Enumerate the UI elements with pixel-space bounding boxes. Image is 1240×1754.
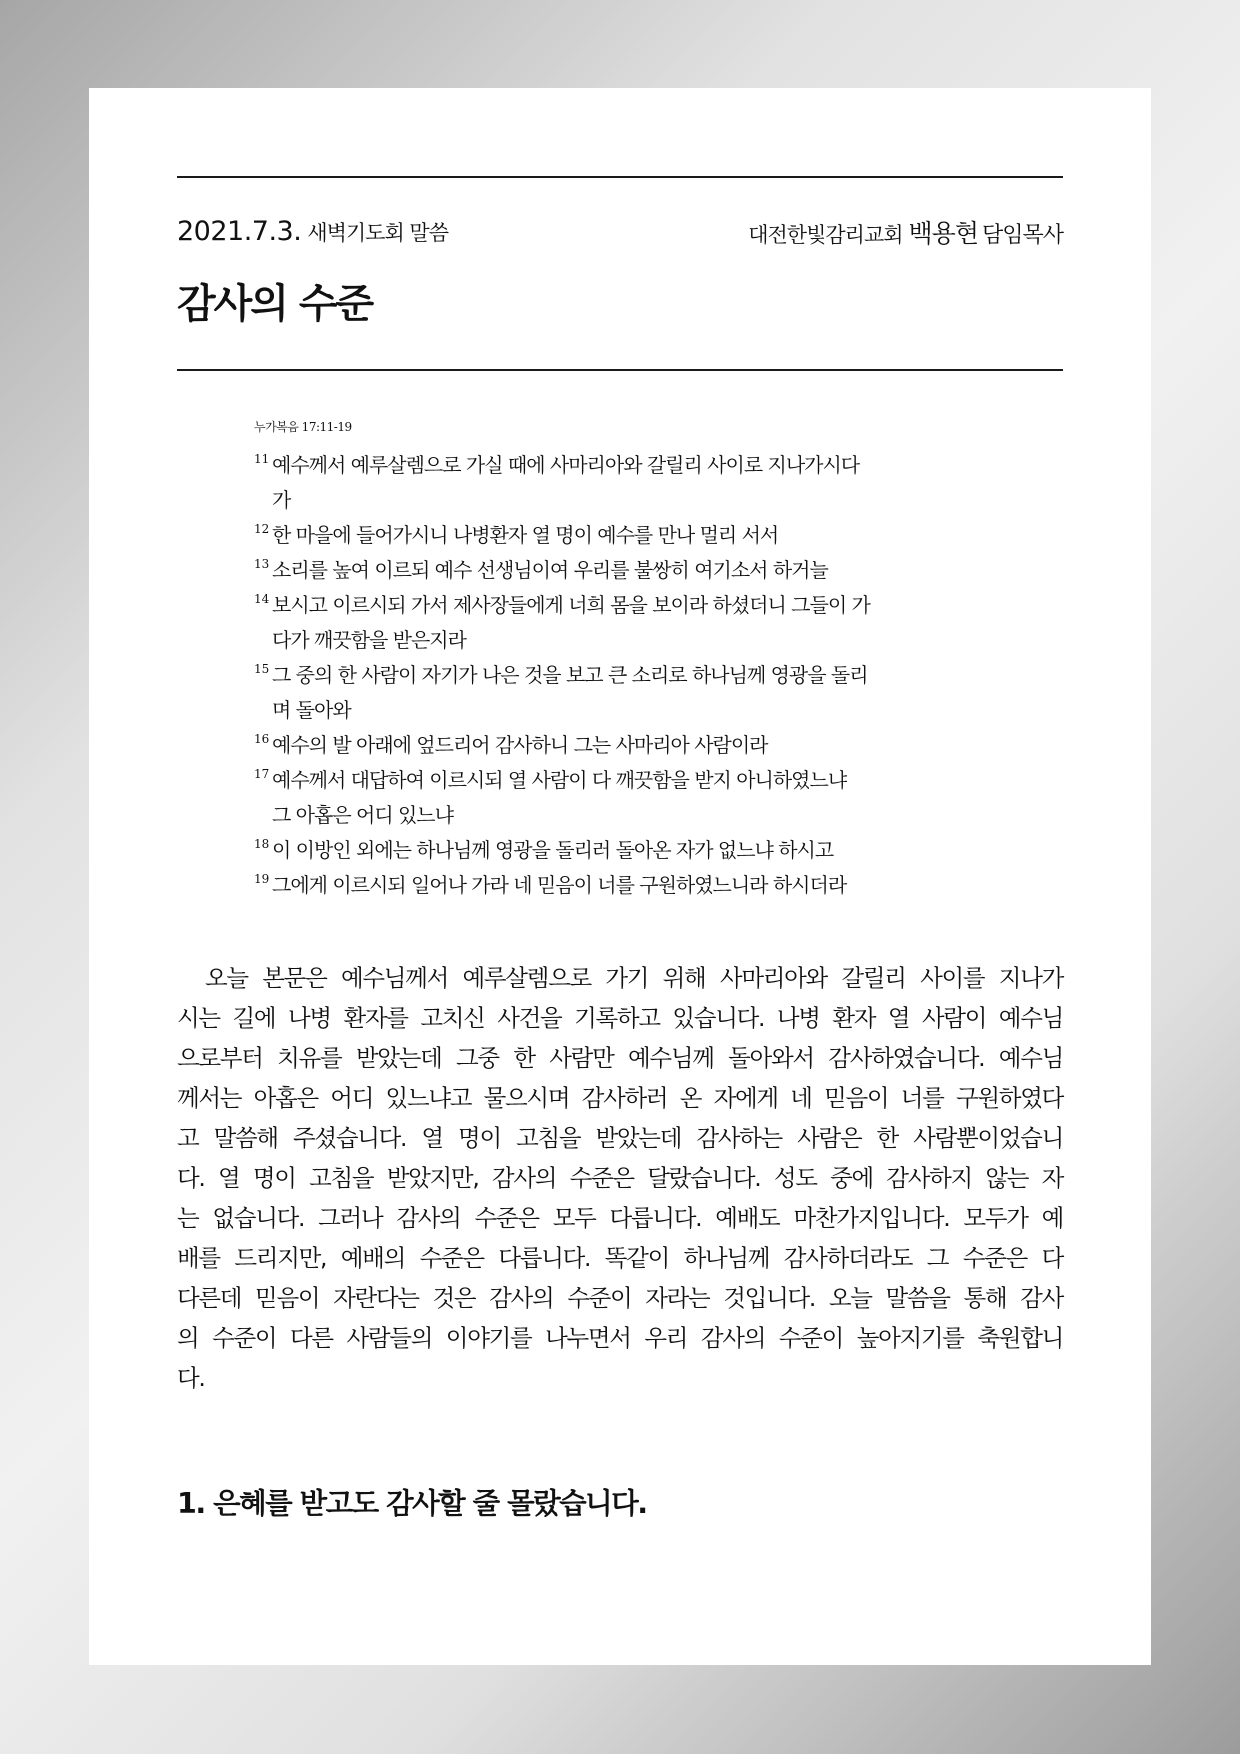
paragraph-line: 으로부터 치유를 받았는데 그중 한 사람만 예수님께 돌아와서 감사하였습니다. 예수님 (177, 1044, 1063, 1072)
paragraph-line: 는 없습니다. 그러나 감사의 수준은 모두 다릅니다. 예배도 마찬가지입니다. 모두가 예 (177, 1204, 1063, 1232)
paragraph-line: 의 수준이 다른 사람들의 이야기를 나누면서 우리 감사의 수준이 높아지기를 축원합니 (177, 1324, 1063, 1352)
verse-line: 며 돌아와 (272, 698, 351, 722)
scripture-verses (254, 448, 1084, 903)
verse-item (254, 658, 1084, 728)
paragraph-line: 시는 길에 나병 환자를 고치신 사건을 기록하고 있습니다. 나병 환자 열 사람이 예수님 (177, 1004, 1063, 1032)
verse-item (254, 588, 1084, 658)
verse-number: 17 (254, 767, 270, 781)
verse-item (254, 868, 1084, 903)
paragraph-line: 께서는 아홉은 어디 있느냐고 물으시며 감사하러 온 자에게 네 믿음이 너를 구원하였다 (177, 1084, 1063, 1112)
paragraph-line: 다. (177, 1364, 205, 1392)
title-rule (177, 369, 1063, 371)
verse-number: 19 (254, 872, 270, 886)
verse-number: 14 (254, 592, 270, 606)
scripture-reference: 누가복음 17:11-19 (254, 420, 352, 434)
verse-item (254, 763, 1084, 833)
preacher-line (748, 221, 1063, 247)
verse-item (254, 728, 1084, 763)
verse-number: 15 (254, 662, 270, 676)
verse-line: 예수께서 예루살렘으로 가실 때에 사마리아와 갈릴리 사이로 지나가시다 (272, 453, 860, 477)
verse-number: 16 (254, 732, 270, 746)
verse-line: 그 중의 한 사람이 자기가 나은 것을 보고 큰 소리로 하나님께 영광을 돌리 (272, 663, 868, 687)
paragraph-line: 오늘 본문은 예수님께서 예루살렘으로 가기 위해 사마리아와 갈릴리 사이를 지나가 (205, 964, 1063, 992)
section-heading: 1. 은혜를 받고도 감사할 줄 몰랐습니다. (177, 1487, 647, 1520)
document-page (89, 88, 1151, 1665)
sermon-title: 감사의 수준 (177, 281, 373, 327)
verse-line: 이 이방인 외에는 하나님께 영광을 돌리러 돌아온 자가 없느냐 하시고 (272, 838, 834, 862)
paragraph-line: 배를 드리지만, 예배의 수준은 다릅니다. 똑같이 하나님께 감사하더라도 그 수준은 다 (177, 1244, 1063, 1272)
verse-item (254, 518, 1084, 553)
verse-number: 18 (254, 837, 270, 851)
service-name: 새벽기도회 말씀 (307, 221, 449, 245)
verse-line: 예수께서 대답하여 이르시되 열 사람이 다 깨끗함을 받지 아니하였느냐 (272, 768, 847, 792)
top-rule (177, 176, 1063, 178)
verse-number: 13 (254, 557, 270, 571)
church-name: 대전한빛감리교회 (748, 223, 903, 247)
pastor-title: 담임목사 (981, 223, 1063, 248)
paragraph-line: 다른데 믿음이 자란다는 것은 감사의 수준이 자라는 것입니다. 오늘 말씀을 통해 감사 (177, 1284, 1063, 1312)
paragraph-line: 다. 열 명이 고침을 받았지만, 감사의 수준은 달랐습니다. 성도 중에 감사하지 않는 자 (177, 1164, 1063, 1192)
verse-line: 그 아홉은 어디 있느냐 (272, 803, 453, 827)
verse-line: 소리를 높여 이르되 예수 선생님이여 우리를 불쌍히 여기소서 하거늘 (272, 558, 828, 582)
verse-line: 한 마을에 들어가시니 나병환자 열 명이 예수를 만나 멀리 서서 (272, 523, 779, 547)
verse-line: 그에게 이르시되 일어나 가라 네 믿음이 너를 구원하였느니라 하시더라 (272, 873, 847, 897)
verse-line: 예수의 발 아래에 엎드리어 감사하니 그는 사마리아 사람이라 (272, 733, 768, 757)
verse-line: 가 (272, 488, 291, 512)
verse-line: 보시고 이르시되 가서 제사장들에게 너희 몸을 보이라 하셨더니 그들이 가 (272, 593, 870, 617)
verse-line: 다가 깨끗함을 받은지라 (272, 628, 466, 652)
verse-number: 11 (254, 452, 270, 466)
verse-item (254, 553, 1084, 588)
verse-item (254, 448, 1084, 518)
paragraph-line: 고 말씀해 주셨습니다. 열 명이 고침을 받았는데 감사하는 사람은 한 사람뿐이었습니 (177, 1124, 1063, 1152)
pastor-name: 백용현 (908, 219, 978, 248)
verse-number: 12 (254, 522, 270, 536)
verse-item (254, 833, 1084, 868)
sermon-date-line (177, 218, 448, 245)
sermon-date: 2021.7.3. (177, 216, 302, 247)
sermon-body-paragraph (177, 958, 1063, 1398)
